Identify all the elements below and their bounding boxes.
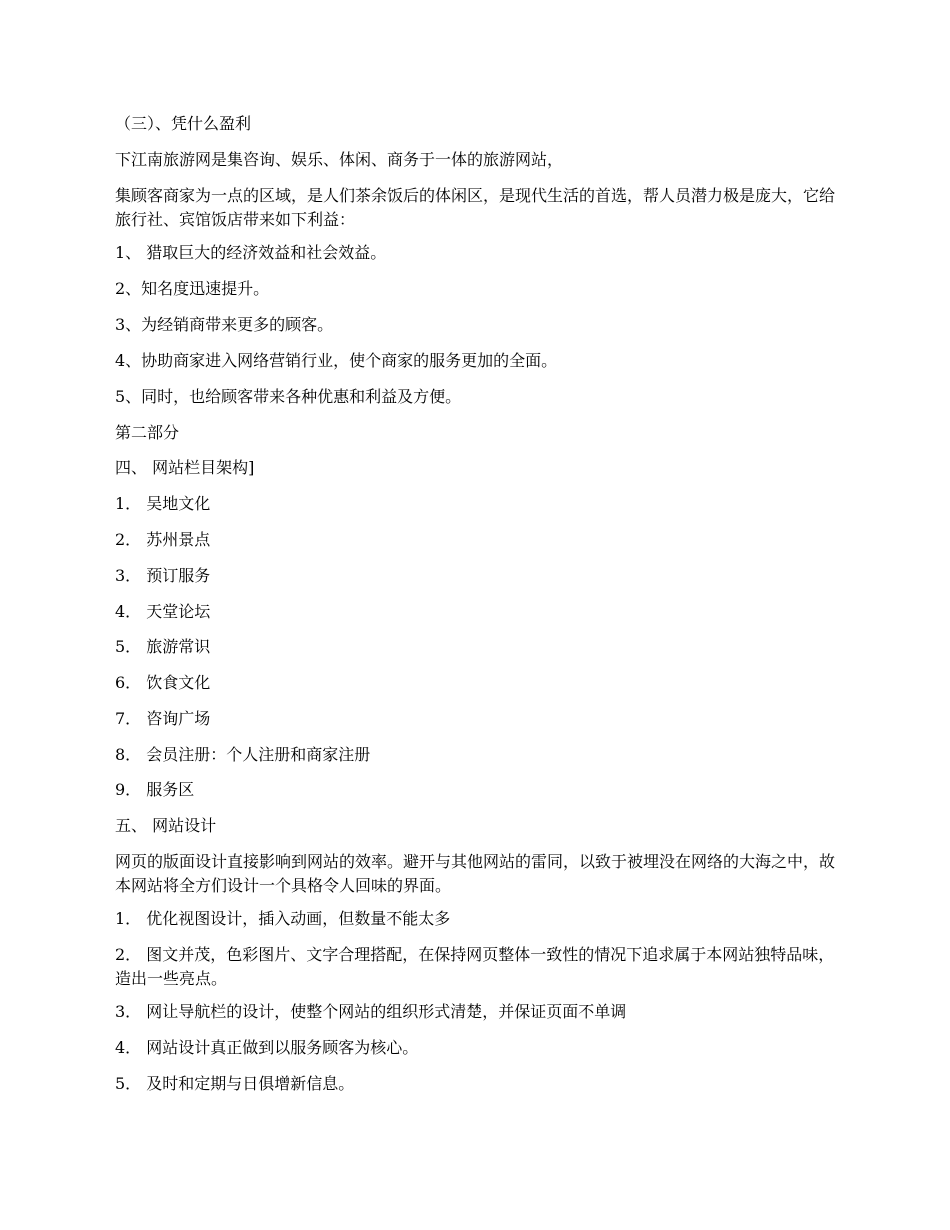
section-heading-design: 五、 网站设计 [115, 816, 217, 835]
list-item: 8． 会员注册：个人注册和商家注册 [115, 745, 371, 764]
list-item: 4． 网站设计真正做到以服务顾客为核心。 [115, 1038, 419, 1057]
part-heading: 第二部分 [115, 423, 180, 442]
list-item: 5． 及时和定期与日俱增新信息。 [115, 1074, 355, 1093]
list-item: 3． 预订服务 [115, 566, 211, 585]
paragraph-design: 网页的版面设计直接影响到网站的效率。避开与其他网站的雷同，以致于被埋没在网络的大海之中，故本网站将全方们设计一个具格令人回味的界面。 [115, 852, 836, 895]
list-item: 4． 天堂论坛 [115, 602, 211, 621]
list-item: 1、 猎取巨大的经济效益和社会效益。 [115, 243, 387, 262]
list-item: 1． 吴地文化 [115, 494, 211, 513]
list-item: 9． 服务区 [115, 780, 195, 799]
paragraph-intro: 下江南旅游网是集咨询、娱乐、体闲、商务于一体的旅游网站， [115, 150, 564, 169]
list-item: 4、协助商家进入网络营销行业，使个商家的服务更加的全面。 [115, 351, 558, 370]
section-heading-structure: 四、 网站栏目架构] [115, 458, 255, 477]
section-heading-profit: （三）、凭什么盈利 [115, 114, 252, 133]
list-item: 6． 饮食文化 [115, 673, 211, 692]
list-item: 3． 网让导航栏的设计，使整个网站的组织形式清楚，并保证页面不单调 [115, 1002, 627, 1021]
list-item: 2． 图文并茂，色彩图片、文字合理搭配，在保持网页整体一致性的情况下追求属于本网站独特品味，造出一些亮点。 [115, 945, 835, 988]
list-item: 2、知名度迅速提升。 [115, 279, 270, 298]
list-item: 2． 苏州景点 [115, 530, 211, 549]
list-item: 1． 优化视图设计，插入动画，但数量不能太多 [115, 909, 451, 928]
list-item: 5、同时，也给顾客带来各种优惠和利益及方便。 [115, 387, 462, 406]
paragraph-benefits: 集顾客商家为一点的区域，是人们茶余饭后的体闲区，是现代生活的首选，帮人员潜力极是庞大，它给旅行社、宾馆饭店带来如下利益： [115, 186, 836, 229]
list-item: 5． 旅游常识 [115, 637, 211, 656]
list-item: 7． 咨询广场 [115, 709, 211, 728]
list-item: 3、为经销商带来更多的顾客。 [115, 315, 334, 334]
